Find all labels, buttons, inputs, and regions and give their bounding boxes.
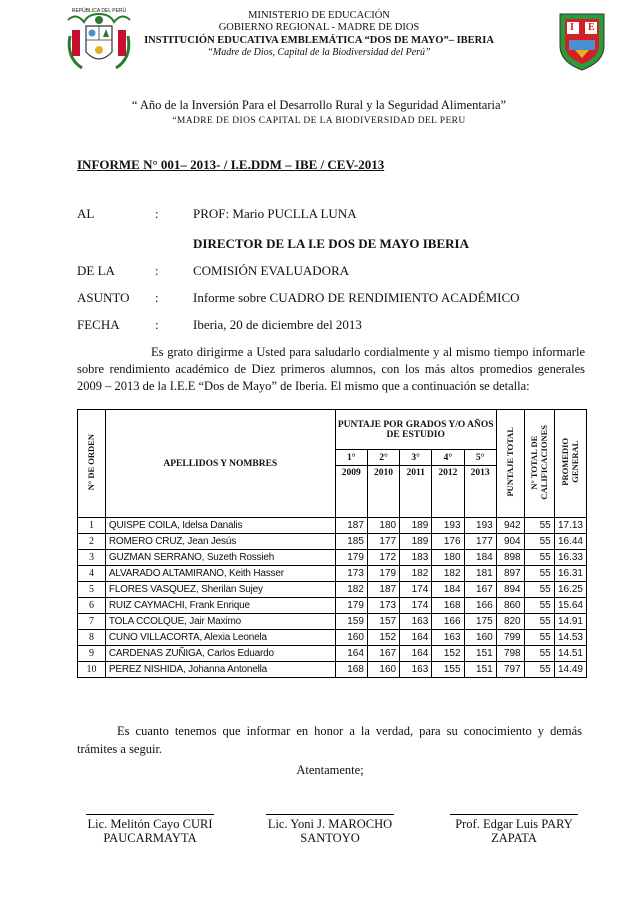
student-name: GUZMAN SERRANO, Suzeth Rossieh xyxy=(105,550,335,566)
grade-score: 173 xyxy=(367,598,399,614)
field-colon: : xyxy=(155,206,159,221)
grade-score: 193 xyxy=(432,518,464,534)
grade-count: 55 xyxy=(524,630,554,646)
header-grade: 4° xyxy=(432,450,464,466)
row-number: 3 xyxy=(78,550,106,566)
row-number: 4 xyxy=(78,566,106,582)
grade-score: 174 xyxy=(400,598,432,614)
total-score: 820 xyxy=(496,614,524,630)
row-number: 5 xyxy=(78,582,106,598)
grade-score: 164 xyxy=(335,646,367,662)
header-year: 2012 xyxy=(432,466,464,518)
grade-score: 160 xyxy=(335,630,367,646)
field-al-sub xyxy=(77,236,597,252)
average-score: 17.13 xyxy=(554,518,586,534)
grade-score: 182 xyxy=(432,566,464,582)
crest-left-label: REPÚBLICA DEL PERÚ xyxy=(71,8,127,14)
grade-score: 163 xyxy=(400,614,432,630)
grade-score: 168 xyxy=(432,598,464,614)
grade-score: 179 xyxy=(367,566,399,582)
average-score: 14.53 xyxy=(554,630,586,646)
student-name: ROMERO CRUZ, Jean Jesús xyxy=(105,534,335,550)
average-score: 14.91 xyxy=(554,614,586,630)
grade-score: 184 xyxy=(464,550,496,566)
grade-count: 55 xyxy=(524,518,554,534)
table-row xyxy=(78,518,587,534)
grade-score: 180 xyxy=(432,550,464,566)
row-number: 2 xyxy=(78,534,106,550)
grade-score: 152 xyxy=(367,630,399,646)
grade-score: 179 xyxy=(335,598,367,614)
field-colon: : xyxy=(155,317,159,332)
grade-score: 174 xyxy=(400,582,432,598)
row-number: 10 xyxy=(78,662,106,678)
total-score: 897 xyxy=(496,566,524,582)
total-score: 904 xyxy=(496,534,524,550)
header-year: 2010 xyxy=(367,466,399,518)
grade-score: 189 xyxy=(400,518,432,534)
grade-score: 167 xyxy=(367,646,399,662)
sign-off: Atentamente; xyxy=(296,763,364,777)
shield-letter-i: I xyxy=(570,22,574,33)
table-row xyxy=(78,646,587,662)
grade-count: 55 xyxy=(524,534,554,550)
grade-score: 184 xyxy=(432,582,464,598)
grade-score: 177 xyxy=(464,534,496,550)
student-name: FLORES VASQUEZ, Sherilan Sujey xyxy=(105,582,335,598)
student-name: CARDENAS ZUÑIGA, Carlos Eduardo xyxy=(105,646,335,662)
signature-name: Lic. Yoni J. MAROCHO xyxy=(267,817,393,831)
field-key: ASUNTO xyxy=(77,290,130,305)
student-name: ALVARADO ALTAMIRANO, Keith Hasser xyxy=(105,566,335,582)
average-score: 16.44 xyxy=(554,534,586,550)
grade-count: 55 xyxy=(524,614,554,630)
total-score: 894 xyxy=(496,582,524,598)
field-value: PROF: Mario PUCLLA LUNA xyxy=(193,206,357,221)
average-score: 16.31 xyxy=(554,566,586,582)
average-score: 14.51 xyxy=(554,646,586,662)
header-slogan: “Madre de Dios, Capital de la Biodiversidad del Perú” xyxy=(207,47,431,58)
grade-count: 55 xyxy=(524,550,554,566)
grade-score: 151 xyxy=(464,646,496,662)
row-number: 7 xyxy=(78,614,106,630)
grade-count: 55 xyxy=(524,662,554,678)
header-average: PROMEDIO GENERAL xyxy=(554,410,586,518)
table-row xyxy=(78,598,587,614)
signature-3 xyxy=(450,814,578,845)
header-ministry: MINISTERIO DE EDUCACIÓN xyxy=(248,10,390,21)
grade-score: 151 xyxy=(464,662,496,678)
table-row xyxy=(78,662,587,678)
grades-table xyxy=(77,409,587,678)
grade-score: 179 xyxy=(335,550,367,566)
field-de-la xyxy=(77,263,597,279)
grade-score: 182 xyxy=(335,582,367,598)
grade-score: 187 xyxy=(335,518,367,534)
table-row xyxy=(78,534,587,550)
grade-score: 166 xyxy=(432,614,464,630)
grade-score: 164 xyxy=(400,646,432,662)
grade-count: 55 xyxy=(524,582,554,598)
table-row xyxy=(78,614,587,630)
field-value: Informe sobre CUADRO DE RENDIMIENTO ACADÉMICO xyxy=(193,290,520,305)
grade-score: 164 xyxy=(400,630,432,646)
header-year: 2011 xyxy=(400,466,432,518)
average-score: 14.49 xyxy=(554,662,586,678)
signature-2 xyxy=(266,814,394,845)
grade-score: 187 xyxy=(367,582,399,598)
student-name: PEREZ NISHIDA, Johanna Antonella xyxy=(105,662,335,678)
year-motto: “ Año de la Inversión Para el Desarrollo Rural y la Seguridad Alimentaria” xyxy=(131,98,507,112)
signature-surname: ZAPATA xyxy=(491,831,537,845)
header-government: GOBIERNO REGIONAL - MADRE DE DIOS xyxy=(218,22,420,33)
field-al xyxy=(77,206,597,222)
grade-count: 55 xyxy=(524,566,554,582)
field-colon: : xyxy=(155,290,159,305)
field-key: FECHA xyxy=(77,317,120,332)
total-score: 942 xyxy=(496,518,524,534)
grade-score: 166 xyxy=(464,598,496,614)
field-key: DE LA xyxy=(77,263,115,278)
grade-score: 193 xyxy=(464,518,496,534)
grade-score: 177 xyxy=(367,534,399,550)
table-row xyxy=(78,582,587,598)
grade-score: 189 xyxy=(400,534,432,550)
average-score: 15.64 xyxy=(554,598,586,614)
header-year: 2013 xyxy=(464,466,496,518)
field-colon: : xyxy=(155,263,159,278)
grade-score: 175 xyxy=(464,614,496,630)
signature-surname: PAUCARMAYTA xyxy=(103,831,197,845)
header-names: APELLIDOS Y NOMBRES xyxy=(105,410,335,518)
total-score: 799 xyxy=(496,630,524,646)
row-number: 6 xyxy=(78,598,106,614)
header-grade: 3° xyxy=(400,450,432,466)
row-number: 8 xyxy=(78,630,106,646)
grade-score: 167 xyxy=(464,582,496,598)
row-number: 9 xyxy=(78,646,106,662)
header-grade: 1° xyxy=(335,450,367,466)
grade-score: 159 xyxy=(335,614,367,630)
header-grade: 5° xyxy=(464,450,496,466)
grade-score: 157 xyxy=(367,614,399,630)
row-number: 1 xyxy=(78,518,106,534)
letterhead xyxy=(0,10,638,59)
field-asunto xyxy=(77,290,597,306)
student-name: QUISPE COILA, Idelsa Danalis xyxy=(105,518,335,534)
header-year: 2009 xyxy=(335,466,367,518)
signature-name: Prof. Edgar Luis PARY xyxy=(455,817,573,831)
report-title: INFORME N° 001– 2013- / I.E.DDM – IBE / CEV-2013 xyxy=(77,157,385,172)
header-order: N° DE ORDEN xyxy=(78,410,106,518)
grade-score: 160 xyxy=(464,630,496,646)
field-value: COMISIÓN EVALUADORA xyxy=(193,263,350,278)
table-row xyxy=(78,630,587,646)
grade-score: 160 xyxy=(367,662,399,678)
header-total: PUNTAJE TOTAL xyxy=(496,410,524,518)
total-score: 898 xyxy=(496,550,524,566)
grade-score: 182 xyxy=(400,566,432,582)
signature-1 xyxy=(86,814,214,845)
grade-count: 55 xyxy=(524,646,554,662)
intro-paragraph: Es grato dirigirme a Usted para saludarlo cordialmente y al mismo tiempo informarle sobre rendimiento académico de Diez primeros alumnos, con los más altos promedios generales 2009 – 2013 de la I.E.E “Dos de Mayo” de Iberia. El mismo que a continuación se detalla: xyxy=(77,345,585,393)
average-score: 16.25 xyxy=(554,582,586,598)
closing-paragraph: Es cuanto tenemos que informar en honor a la verdad, para su conocimiento y demás trámites a seguir. xyxy=(77,724,582,756)
shield-letter-e: E xyxy=(588,22,595,33)
total-score: 798 xyxy=(496,646,524,662)
student-name: TOLA CCOLQUE, Jair Maximo xyxy=(105,614,335,630)
region-motto: “MADRE DE DIOS CAPITAL DE LA BIODIVERSIDAD DEL PERU xyxy=(172,116,466,126)
signature-surname: SANTOYO xyxy=(300,831,360,845)
grade-score: 185 xyxy=(335,534,367,550)
field-fecha xyxy=(77,317,597,333)
field-value: Iberia, 20 de diciembre del 2013 xyxy=(193,317,362,332)
total-score: 797 xyxy=(496,662,524,678)
grade-score: 181 xyxy=(464,566,496,582)
grade-score: 173 xyxy=(335,566,367,582)
student-name: RUIZ CAYMACHI, Frank Enrique xyxy=(105,598,335,614)
director-title: DIRECTOR DE LA I.E DOS DE MAYO IBERIA xyxy=(193,236,469,251)
grade-score: 152 xyxy=(432,646,464,662)
grade-score: 155 xyxy=(432,662,464,678)
grade-score: 180 xyxy=(367,518,399,534)
table-row xyxy=(78,566,587,582)
grade-score: 172 xyxy=(367,550,399,566)
header-grade: 2° xyxy=(367,450,399,466)
grade-score: 163 xyxy=(400,662,432,678)
grade-score: 176 xyxy=(432,534,464,550)
average-score: 16.33 xyxy=(554,550,586,566)
header-institution: INSTITUCIÓN EDUCATIVA EMBLEMÁTICA “DOS DE MAYO”– IBERIA xyxy=(144,35,494,46)
signature-name: Lic. Melitón Cayo CURI xyxy=(87,817,213,831)
header-score-group: PUNTAJE POR GRADOS Y/O AÑOS DE ESTUDIO xyxy=(335,410,496,450)
table-row xyxy=(78,550,587,566)
field-key: AL xyxy=(77,206,95,221)
grade-score: 168 xyxy=(335,662,367,678)
grade-score: 183 xyxy=(400,550,432,566)
student-name: CUNO VILLACORTA, Alexia Leonela xyxy=(105,630,335,646)
grade-score: 163 xyxy=(432,630,464,646)
header-count: N° TOTAL DE CALIFICACIONES xyxy=(524,410,554,518)
grade-count: 55 xyxy=(524,598,554,614)
total-score: 860 xyxy=(496,598,524,614)
